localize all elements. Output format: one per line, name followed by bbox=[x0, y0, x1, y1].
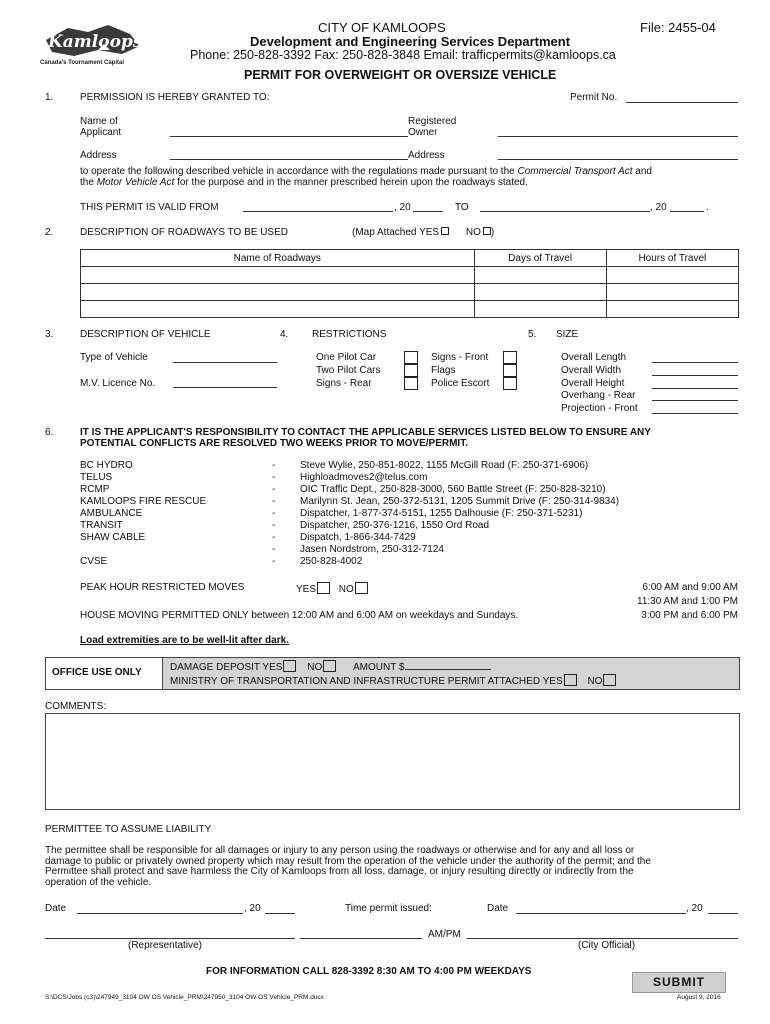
official-signature-field[interactable] bbox=[467, 938, 738, 939]
roadways-col-hours: Hours of Travel bbox=[606, 250, 738, 267]
service-name: CVSE bbox=[80, 556, 108, 567]
valid-from-year-label: , 20 bbox=[394, 202, 411, 213]
roadways-col-days: Days of Travel bbox=[474, 250, 606, 267]
service-dash: - bbox=[272, 460, 276, 471]
service-info: Dispatcher, 1-877-374-5151, 1255 Dalhousie (F: 250-371-5231) bbox=[300, 508, 583, 519]
roadway-days-cell[interactable] bbox=[474, 284, 606, 301]
damage-deposit-yes-label: DAMAGE DEPOSIT YES bbox=[170, 662, 283, 673]
map-no-label: NO bbox=[465, 227, 481, 238]
name-of-label: Name of bbox=[80, 116, 118, 127]
official-year-label: , 20 bbox=[686, 903, 703, 914]
applicant-address-label: Address bbox=[80, 150, 117, 161]
service-info: Marilynn St. Jean, 250-372-5131, 1205 Summit Drive (F: 250-314-9834) bbox=[300, 496, 620, 507]
peak-no-label: NO bbox=[338, 584, 354, 595]
contact-info: Phone: 250-828-3392 Fax: 250-828-3848 Email: trafficpermits@kamloops.ca bbox=[190, 48, 616, 62]
service-name: KAMLOOPS FIRE RESCUE bbox=[80, 496, 207, 507]
size-overhang-rear: Overhang - Rear bbox=[561, 390, 636, 401]
representative-signature-field[interactable] bbox=[45, 938, 295, 939]
section1-number: 1. bbox=[45, 92, 54, 103]
roadways-table bbox=[80, 249, 739, 318]
ministry-no-label: NO bbox=[587, 676, 603, 687]
section4-number: 4. bbox=[280, 329, 289, 340]
document-path: S:\DCS\Jobs (c3)\247949_3104 OW OS Vehicle_PRM\247950_3104 OW OS Vehicle_PRM.docx bbox=[45, 994, 324, 1001]
ampm-label: AM/PM bbox=[428, 929, 461, 940]
applicant-address-field[interactable] bbox=[170, 159, 408, 160]
roadway-days-cell[interactable] bbox=[474, 301, 606, 318]
ministry-no-checkbox[interactable] bbox=[603, 674, 616, 686]
roadway-hours-cell[interactable] bbox=[606, 301, 738, 318]
restriction-police-escort: Police Escort bbox=[431, 378, 490, 389]
section4-label: RESTRICTIONS bbox=[312, 329, 387, 340]
service-info: Dispatcher, 250-376-1216, 1550 Ord Road bbox=[300, 520, 490, 531]
logo-tagline: Canada's Tournament Capital bbox=[40, 60, 124, 66]
overall-length-field[interactable] bbox=[652, 362, 738, 363]
section6-heading-line2: POTENTIAL CONFLICTS ARE RESOLVED TWO WEEKS PRIOR TO MOVE/PERMIT. bbox=[80, 438, 468, 449]
valid-to-year-label: , 20 bbox=[650, 202, 667, 213]
amount-field[interactable] bbox=[405, 669, 491, 670]
licence-field[interactable] bbox=[173, 387, 277, 388]
service-info: Jasen Nordstrom, 250-312-7124 bbox=[300, 544, 444, 555]
peak-yes-label: YES bbox=[296, 584, 317, 595]
service-info: Steve Wylie, 250-851-8022, 1155 McGill Road (F: 250-371-6906) bbox=[300, 460, 589, 471]
comments-label: COMMENTS: bbox=[45, 701, 107, 712]
restriction-two-pilot: Two Pilot Cars bbox=[316, 365, 381, 376]
valid-to-date-field[interactable] bbox=[480, 211, 650, 212]
peak-yes-checkbox[interactable] bbox=[317, 582, 330, 594]
service-name: TRANSIT bbox=[80, 520, 123, 531]
owner-name-field[interactable] bbox=[498, 136, 738, 137]
service-info: OIC Traffic Dept., 250-828-3000, 560 Battle Street (F: 250-828-3210) bbox=[300, 484, 606, 495]
two-pilot-checkbox[interactable] bbox=[404, 364, 418, 377]
vehicle-type-label: Type of Vehicle bbox=[80, 352, 148, 363]
roadways-col-name: Name of Roadways bbox=[81, 250, 475, 267]
section6-number: 6. bbox=[45, 427, 54, 438]
roadway-hours-cell[interactable] bbox=[606, 284, 738, 301]
department-name: Development and Engineering Services Department bbox=[250, 34, 571, 49]
map-attached-yes-label: (Map Attached YES bbox=[352, 227, 440, 238]
restriction-flags: Flags bbox=[431, 365, 456, 376]
signs-front-checkbox[interactable] bbox=[503, 351, 517, 364]
service-dash: - bbox=[272, 520, 276, 531]
regulation-text-d: for the purpose and in the manner prescribed herein upon the roadways stated. bbox=[174, 177, 528, 188]
service-dash: - bbox=[272, 472, 276, 483]
section3-label: DESCRIPTION OF VEHICLE bbox=[80, 329, 211, 340]
amount-label: AMOUNT $ bbox=[353, 662, 405, 673]
deposit-no-label: NO bbox=[307, 662, 323, 673]
regulation-text-c: the bbox=[80, 177, 97, 188]
info-call-line: FOR INFORMATION CALL 828-3392 8:30 AM TO 4:00 PM WEEKDAYS bbox=[206, 966, 532, 977]
section5-number: 5. bbox=[528, 329, 537, 340]
table-row[interactable] bbox=[81, 301, 739, 318]
size-overall-width: Overall Width bbox=[561, 365, 622, 376]
valid-from-year-field[interactable] bbox=[413, 211, 443, 212]
service-name: TELUS bbox=[80, 472, 113, 483]
owner-label: Owner bbox=[408, 127, 438, 138]
overhang-rear-field[interactable] bbox=[652, 400, 738, 401]
peak-time-3: 3:00 PM and 6:00 PM bbox=[641, 610, 738, 621]
projection-front-field[interactable] bbox=[652, 413, 738, 414]
overall-height-field[interactable] bbox=[652, 388, 738, 389]
time-issued-label: Time permit issued: bbox=[345, 903, 432, 914]
valid-period: . bbox=[706, 202, 709, 213]
section2-label: DESCRIPTION OF ROADWAYS TO BE USED bbox=[80, 227, 288, 238]
service-name: AMBULANCE bbox=[80, 508, 143, 519]
service-dash: - bbox=[272, 508, 276, 519]
roadways-header-row bbox=[81, 250, 739, 267]
police-escort-checkbox[interactable] bbox=[503, 377, 517, 390]
registered-label: Registered bbox=[408, 116, 457, 127]
kamloops-logo bbox=[38, 20, 148, 70]
representative-caption: (Representative) bbox=[128, 940, 202, 951]
map-attached bbox=[352, 227, 494, 238]
official-date-label: Date bbox=[487, 903, 509, 914]
roadway-hours-cell[interactable] bbox=[606, 267, 738, 284]
valid-to-year-field[interactable] bbox=[670, 211, 704, 212]
section1-label: PERMISSION IS HEREBY GRANTED TO: bbox=[80, 92, 270, 103]
size-overall-height: Overall Height bbox=[561, 378, 625, 389]
city-name: CITY OF KAMLOOPS bbox=[318, 20, 446, 35]
damage-deposit-row bbox=[170, 660, 491, 673]
valid-from-date-field[interactable] bbox=[243, 211, 393, 212]
signs-rear-checkbox[interactable] bbox=[404, 377, 418, 390]
applicant-label: Applicant bbox=[80, 127, 122, 138]
service-dash: - bbox=[272, 496, 276, 507]
restriction-signs-front: Signs - Front bbox=[431, 352, 489, 363]
document-date: August 9, 2016 bbox=[677, 994, 721, 1001]
logo-wordmark: Kamloops bbox=[48, 32, 143, 52]
section5-label: SIZE bbox=[556, 329, 579, 340]
map-yes-checkbox[interactable] bbox=[441, 227, 449, 235]
ministry-permit-row bbox=[170, 674, 616, 687]
restriction-one-pilot: One Pilot Car bbox=[316, 352, 377, 363]
section2-number: 2. bbox=[45, 227, 54, 238]
service-name: BC HYDRO bbox=[80, 460, 133, 471]
service-name: RCMP bbox=[80, 484, 110, 495]
valid-to-label: TO bbox=[455, 202, 469, 213]
liability-text-2: damage to public or privately owned property which may result from the operation of the vehicle under the authority of the permit; and the bbox=[45, 856, 651, 867]
peak-hour-options bbox=[296, 582, 368, 595]
time-issued-field[interactable] bbox=[300, 938, 422, 939]
regulation-text-b: and bbox=[632, 166, 652, 177]
size-overall-length: Overall Length bbox=[561, 352, 627, 363]
permit-no-label: Permit No. bbox=[570, 92, 618, 103]
restriction-signs-rear: Signs - Rear bbox=[316, 378, 372, 389]
map-close-paren: ) bbox=[490, 227, 495, 238]
ministry-yes-label: MINISTRY OF TRANSPORTATION AND INFRASTRUCTURE PERMIT ATTACHED YES bbox=[170, 676, 563, 687]
service-dash: - bbox=[272, 532, 276, 543]
deposit-yes-checkbox[interactable] bbox=[283, 660, 296, 672]
roadway-name-cell[interactable] bbox=[81, 267, 475, 284]
official-date-field[interactable] bbox=[516, 913, 686, 914]
city-official-caption: (City Official) bbox=[578, 940, 636, 951]
one-pilot-checkbox[interactable] bbox=[404, 351, 418, 364]
permittee-year-field[interactable] bbox=[265, 913, 295, 914]
permit-no-field[interactable] bbox=[626, 102, 738, 103]
service-dash: - bbox=[272, 556, 276, 567]
roadway-name-cell[interactable] bbox=[81, 301, 475, 318]
vehicle-type-field[interactable] bbox=[173, 362, 277, 363]
regulation-text-a: to operate the following described vehicle in accordance with the regulations made pursuant to the bbox=[80, 166, 518, 177]
liability-text-4: operation of the vehicle. bbox=[45, 877, 152, 888]
regulation-text-line2 bbox=[80, 177, 528, 188]
service-name: SHAW CABLE bbox=[80, 532, 146, 543]
map-no-checkbox[interactable] bbox=[483, 227, 491, 235]
motor-vehicle-act: Motor Vehicle Act bbox=[96, 177, 175, 188]
office-use-label: OFFICE USE ONLY bbox=[52, 667, 142, 678]
form-title: PERMIT FOR OVERWEIGHT OR OVERSIZE VEHICLE bbox=[244, 68, 557, 82]
service-info: Dispatch, 1-866-344-7429 bbox=[300, 532, 416, 543]
submit-button[interactable]: SUBMIT bbox=[632, 972, 726, 993]
owner-address-label: Address bbox=[408, 150, 445, 161]
load-extremities-note: Load extremities are to be well-lit after dark. bbox=[80, 635, 289, 646]
house-moving-note: HOUSE MOVING PERMITTED ONLY between 12:00 AM and 6:00 AM on weekdays and Sundays. bbox=[80, 610, 519, 621]
section3-number: 3. bbox=[45, 329, 54, 340]
peak-no-checkbox[interactable] bbox=[355, 582, 368, 594]
liability-text-3: Permittee shall protect and save harmless the City of Kamloops from all loss, damage, or injury resulting directly or indirectly from the bbox=[45, 866, 634, 877]
deposit-no-checkbox[interactable] bbox=[323, 660, 336, 672]
table-row[interactable] bbox=[81, 284, 739, 301]
liability-text-1: The permittee shall be responsible for all damages or injury to any person using the roadways or otherwise and for any and all loss or bbox=[45, 845, 635, 856]
service-dash: - bbox=[272, 544, 276, 555]
service-info: 250-828-4002 bbox=[300, 556, 363, 567]
service-dash: - bbox=[272, 484, 276, 495]
permittee-date-label: Date bbox=[45, 903, 67, 914]
licence-label: M.V. Licence No. bbox=[80, 378, 156, 389]
flags-checkbox[interactable] bbox=[503, 364, 517, 377]
roadway-name-cell[interactable] bbox=[81, 284, 475, 301]
liability-label: PERMITTEE TO ASSUME LIABILITY bbox=[45, 824, 212, 835]
section6-heading-line1: IT IS THE APPLICANT'S RESPONSIBILITY TO CONTACT THE APPLICABLE SERVICES LISTED BELOW TO ENSURE ANY bbox=[80, 427, 651, 438]
valid-from-label: THIS PERMIT IS VALID FROM bbox=[80, 202, 219, 213]
permittee-year-label: , 20 bbox=[244, 903, 261, 914]
peak-time-2: 11:30 AM and 1:00 PM bbox=[637, 596, 738, 607]
peak-hour-label: PEAK HOUR RESTRICTED MOVES bbox=[80, 582, 245, 593]
table-row[interactable] bbox=[81, 267, 739, 284]
service-info: Highloadmoves2@telus.com bbox=[300, 472, 428, 483]
roadway-days-cell[interactable] bbox=[474, 267, 606, 284]
permittee-date-field[interactable] bbox=[77, 913, 243, 914]
peak-time-1: 6:00 AM and 9:00 AM bbox=[642, 582, 738, 593]
comments-textarea[interactable] bbox=[45, 713, 740, 810]
overall-width-field[interactable] bbox=[652, 375, 738, 376]
commercial-transport-act: Commercial Transport Act bbox=[517, 166, 633, 177]
applicant-name-field[interactable] bbox=[170, 136, 408, 137]
owner-address-field[interactable] bbox=[498, 159, 738, 160]
regulation-text-line1 bbox=[80, 166, 652, 177]
size-projection-front: Projection - Front bbox=[561, 403, 638, 414]
ministry-yes-checkbox[interactable] bbox=[564, 674, 577, 686]
official-year-field[interactable] bbox=[708, 913, 738, 914]
file-number: File: 2455-04 bbox=[640, 20, 716, 35]
